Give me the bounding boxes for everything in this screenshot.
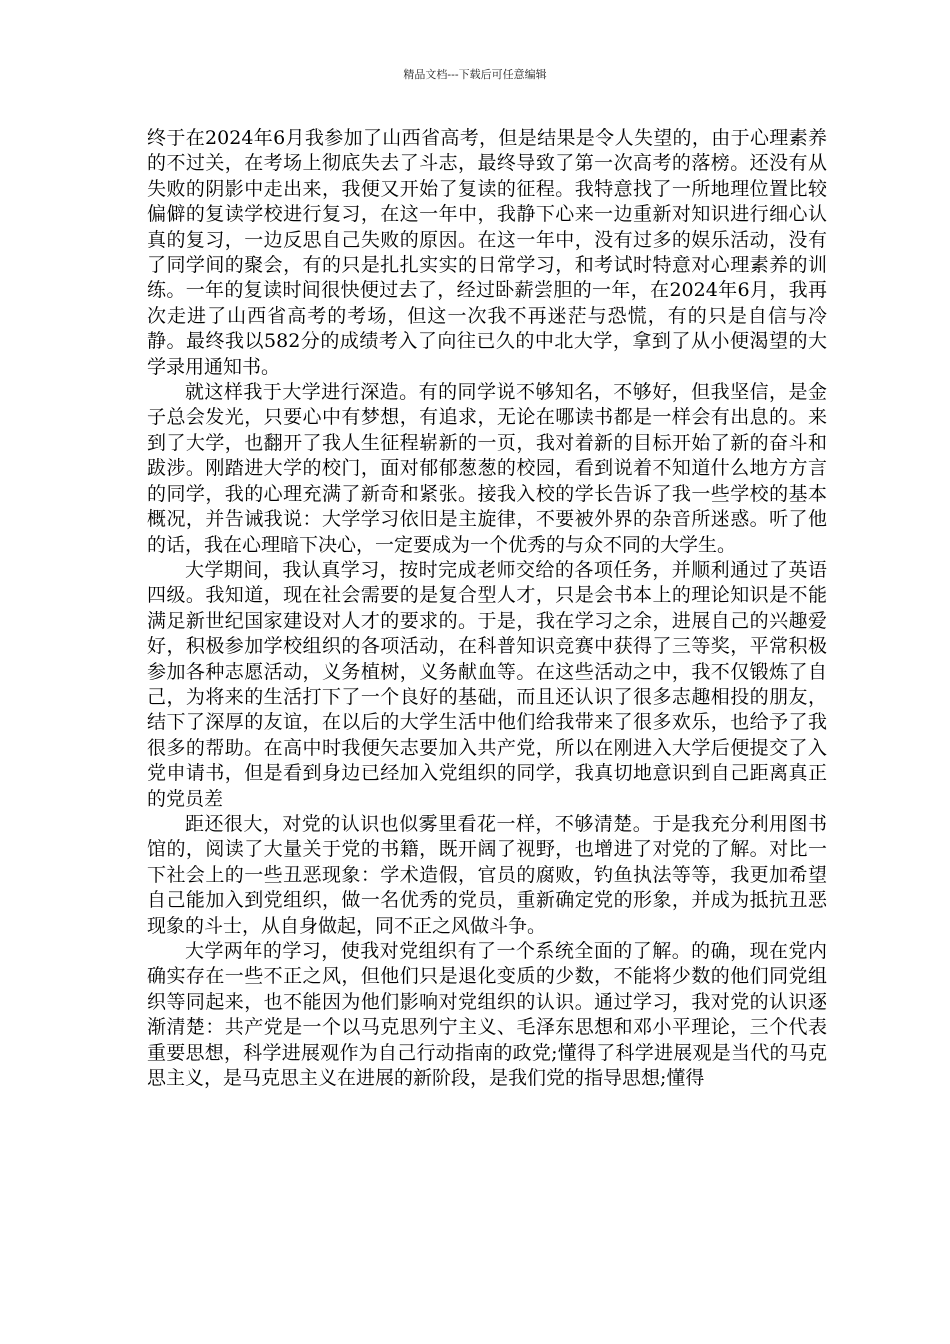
page-header: 精品文档---下载后可任意编辑 xyxy=(403,68,547,81)
document-body xyxy=(147,126,827,1091)
paragraph-3: 大学期间，我认真学习，按时完成老师交给的各项任务，并顺利通过了英语四级。我知道，现在社会需要的是复合型人才，只是会书本上的理论知识是不能满足新世纪国家建设对人才的要求的。于是，我在学习之余，进展自己的兴趣爱好，积极参加学校组织的各项活动，在科普知识竞赛中获得了三等奖，平常积极参加各种志愿活动，义务植树，义务献血等。在这些活动之中，我不仅锻炼了自己，为将来的生活打下了一个良好的基础，而且还认识了很多志趣相投的朋友，结下了深厚的友谊，在以后的大学生活中他们给我带来了很多欢乐，也给予了我很多的帮助。在高中时我便矢志要加入共产党，所以在刚进入大学后便提交了入党申请书，但是看到身边已经加入党组织的同学，我真切地意识到自己距离真正的党员差 xyxy=(147,558,827,810)
paragraph-4: 距还很大，对党的认识也似雾里看花一样，不够清楚。于是我充分利用图书馆的，阅读了大量关于党的书籍，既开阔了视野，也增进了对党的了解。对比一下社会上的一些丑恶现象：学术造假，官员的腐败，钓鱼执法等等，我更加希望自己能加入到党组织，做一名优秀的党员，重新确定党的形象，并成为抵抗丑恶现象的斗士，从自身做起，同不正之风做斗争。 xyxy=(147,812,827,937)
paragraph-5: 大学两年的学习，使我对党组织有了一个系统全面的了解。的确，现在党内确实存在一些不正之风，但他们只是退化变质的少数，不能将少数的他们同党组织等同起来，也不能因为他们影响对党组织的认识。通过学习，我对党的认识逐渐清楚：共产党是一个以马克思列宁主义、毛泽东思想和邓小平理论，三个代表重要思想，科学进展观作为自己行动指南的政党;懂得了科学进展观是当代的马克思主义，是马克思主义在进展的新阶段，是我们党的指导思想;懂得 xyxy=(147,940,827,1090)
paragraph-2: 就这样我于大学进行深造。有的同学说不够知名，不够好，但我坚信，是金子总会发光，只要心中有梦想，有追求，无论在哪读书都是一样会有出息的。来到了大学，也翻开了我人生征程崭新的一页，我对着新的目标开始了新的奋斗和跋涉。刚踏进大学的校门，面对郁郁葱葱的校园，看到说着不知道什么地方方言的同学，我的心理充满了新奇和紧张。接我入校的学长告诉了我一些学校的基本概况，并告诫我说：大学学习依旧是主旋律，不要被外界的杂音所迷惑。听了他的话，我在心理暗下决心，一定要成为一个优秀的与众不同的大学生。 xyxy=(147,381,827,556)
paragraph-1: 终于在2024年6月我参加了山西省高考，但是结果是令人失望的，由于心理素养的不过关，在考场上彻底失去了斗志，最终导致了第一次高考的落榜。还没有从失败的阴影中走出来，我便又开始了复读的征程。我特意找了一所地理位置比较偏僻的复读学校进行复习，在这一年中，我静下心来一边重新对知识进行细心认真的复习，一边反思自己失败的原因。在这一年中，没有过多的娱乐活动，没有了同学间的聚会，有的只是扎扎实实的日常学习，和考试时特意对心理素养的训练。一年的复读时间很快便过去了，经过卧薪尝胆的一年，在2024年6月，我再次走进了山西省高考的考场，但这一次我不再迷茫与恐慌，有的只是自信与冷静。最终我以582分的成绩考入了向往已久的中北大学，拿到了从小便渴望的大学录用通知书。 xyxy=(147,127,827,378)
